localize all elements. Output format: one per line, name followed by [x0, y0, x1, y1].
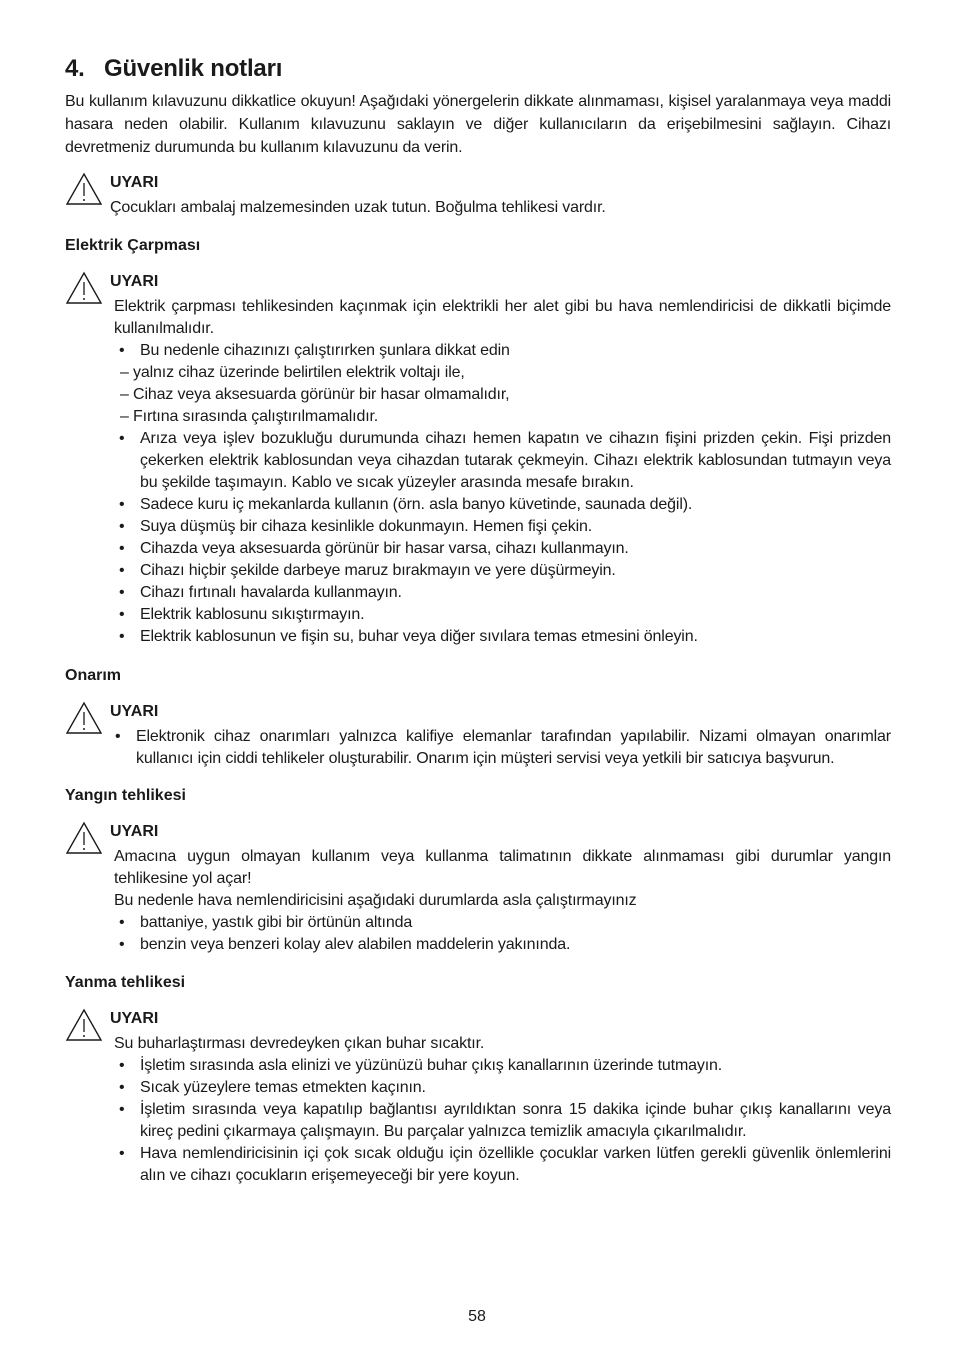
subheading-fire: Yangın tehlikesi [65, 787, 186, 804]
warning-block-fire [65, 821, 891, 956]
list-item: • Cihazda veya aksesuarda görünür bir hasar varsa, cihazı kullanmayın. [114, 538, 891, 560]
list-item: • Cihazı hiçbir şekilde darbeye maruz bırakmayın ve yere düşürmeyin. [114, 560, 891, 582]
warning-triangle-icon [65, 172, 103, 206]
fire-intro: Amacına uygun olmayan kullanım veya kullanma talimatının dikkate alınmaması gibi durumlar yangın tehlikesine yol açar! [114, 848, 891, 887]
warning-block-electric [65, 271, 891, 648]
page-title [65, 55, 891, 83]
warning-label: UYARI [110, 1010, 159, 1027]
list-item: • Elektrik kablosunun ve fişin su, buhar veya diğer sıvılara temas etmesini önleyin. [114, 626, 891, 648]
warning-label: UYARI [110, 823, 159, 840]
section-title: Güvenlik notları [104, 55, 283, 82]
warning-text: Çocukları ambalaj malzemesinden uzak tutun. Boğulma tehlikesi vardır. [110, 199, 606, 216]
warning-triangle-icon [65, 1008, 103, 1042]
electric-intro: Elektrik çarpması tehlikesinden kaçınmak için elektrikli her alet gibi bu hava nemlendiricisi de dikkatli biçimde kullanılmalıdır. [114, 298, 891, 337]
list-item: • Sadece kuru iç mekanlarda kullanın (örn. asla banyo küvetinde, saunada değil). [114, 494, 891, 516]
list-item: • Suya düşmüş bir cihaza kesinlikle dokunmayın. Hemen fişi çekin. [114, 516, 891, 538]
section-number: 4. [65, 55, 85, 82]
list-item: • Arıza veya işlev bozukluğu durumunda cihazı hemen kapatın ve cihazın fişini prizden çekin. Fişi prizden çekerken elektrik kablosundan veya cihazdan tutarak çekmeyin. Cihazı elektrik kablosundan tutmayın veya bu şekilde taşımayın. Kablo ve sıcak yüzeyler arasında mesafe bırakın. [114, 428, 891, 494]
warning-label: UYARI [110, 703, 159, 720]
subheading-burn: Yanma tehlikesi [65, 974, 186, 991]
dash-item: – Fırtına sırasında çalıştırılmamalıdır. [120, 408, 379, 425]
burn-intro: Su buharlaştırması devredeyken çıkan buhar sıcaktır. [114, 1035, 485, 1052]
warning-triangle-icon [65, 271, 103, 305]
list-item: • Sıcak yüzeylere temas etmekten kaçının. [114, 1077, 891, 1099]
list-item: • Hava nemlendiricisinin içi çok sıcak olduğu için özellikle çocuklar varken lütfen gerekli güvenlik önlemlerini alın ve cihazı çocukların erişemeyeceği bir yere koyun. [114, 1143, 891, 1187]
list-item: • Elektronik cihaz onarımları yalnızca kalifiye elemanlar tarafından yapılabilir. Nizami olmayan onarımlar kullanıcı için ciddi tehlikeler oluşturabilir. Onarım için müşteri servisi veya yetkili bir satıcıya başvurun. [110, 726, 891, 770]
page-number: 58 [468, 1308, 486, 1325]
list-item: • İşletim sırasında asla elinizi ve yüzünüzü buhar çıkış kanallarının üzerinde tutmayın. [114, 1055, 891, 1077]
subheading-electric: Elektrik Çarpması [65, 237, 201, 254]
list-item: • Elektrik kablosunu sıkıştırmayın. [114, 604, 891, 626]
intro-paragraph: Bu kullanım kılavuzunu dikkatlice okuyun! Aşağıdaki yönergelerin dikkate alınmaması, kişisel yaralanmaya veya maddi hasara neden olabilir. Kullanım kılavuzunu saklayın ve diğer kullanıcıların da erişebilmesini sağlayın. Cihazı devretmeniz durumunda bu kullanım kılavuzunu da verin. [65, 93, 891, 156]
warning-label: UYARI [110, 273, 159, 290]
list-item: • Cihazı fırtınalı havalarda kullanmayın. [114, 582, 891, 604]
warning-triangle-icon [65, 821, 103, 855]
warning-triangle-icon [65, 701, 103, 735]
list-item: • Bu nedenle cihazınızı çalıştırırken şunlara dikkat edin [114, 340, 891, 362]
list-item: • İşletim sırasında veya kapatılıp bağlantısı ayrıldıktan sonra 15 dakika içinde buhar çıkış kanallarını veya kireç pedini çıkarmaya çalışmayın. Bu parçalar yalnızca temizlik amacıyla çıkarılmalıdır. [114, 1099, 891, 1143]
fire-intro-2: Bu nedenle hava nemlendiricisini aşağıdaki durumlarda asla çalıştırmayınız [114, 892, 637, 909]
page-content [65, 55, 891, 1187]
list-item: • benzin veya benzeri kolay alev alabilen maddelerin yakınında. [114, 934, 891, 956]
list-item: • battaniye, yastık gibi bir örtünün altında [114, 912, 891, 934]
warning-block-general [65, 172, 891, 219]
warning-block-repair [65, 701, 891, 770]
warning-block-burn [65, 1008, 891, 1187]
dash-item: – Cihaz veya aksesuarda görünür bir hasar olmamalıdır, [120, 386, 510, 403]
dash-item: – yalnız cihaz üzerinde belirtilen elektrik voltajı ile, [120, 364, 465, 381]
subheading-repair: Onarım [65, 667, 122, 684]
warning-label: UYARI [110, 174, 159, 191]
